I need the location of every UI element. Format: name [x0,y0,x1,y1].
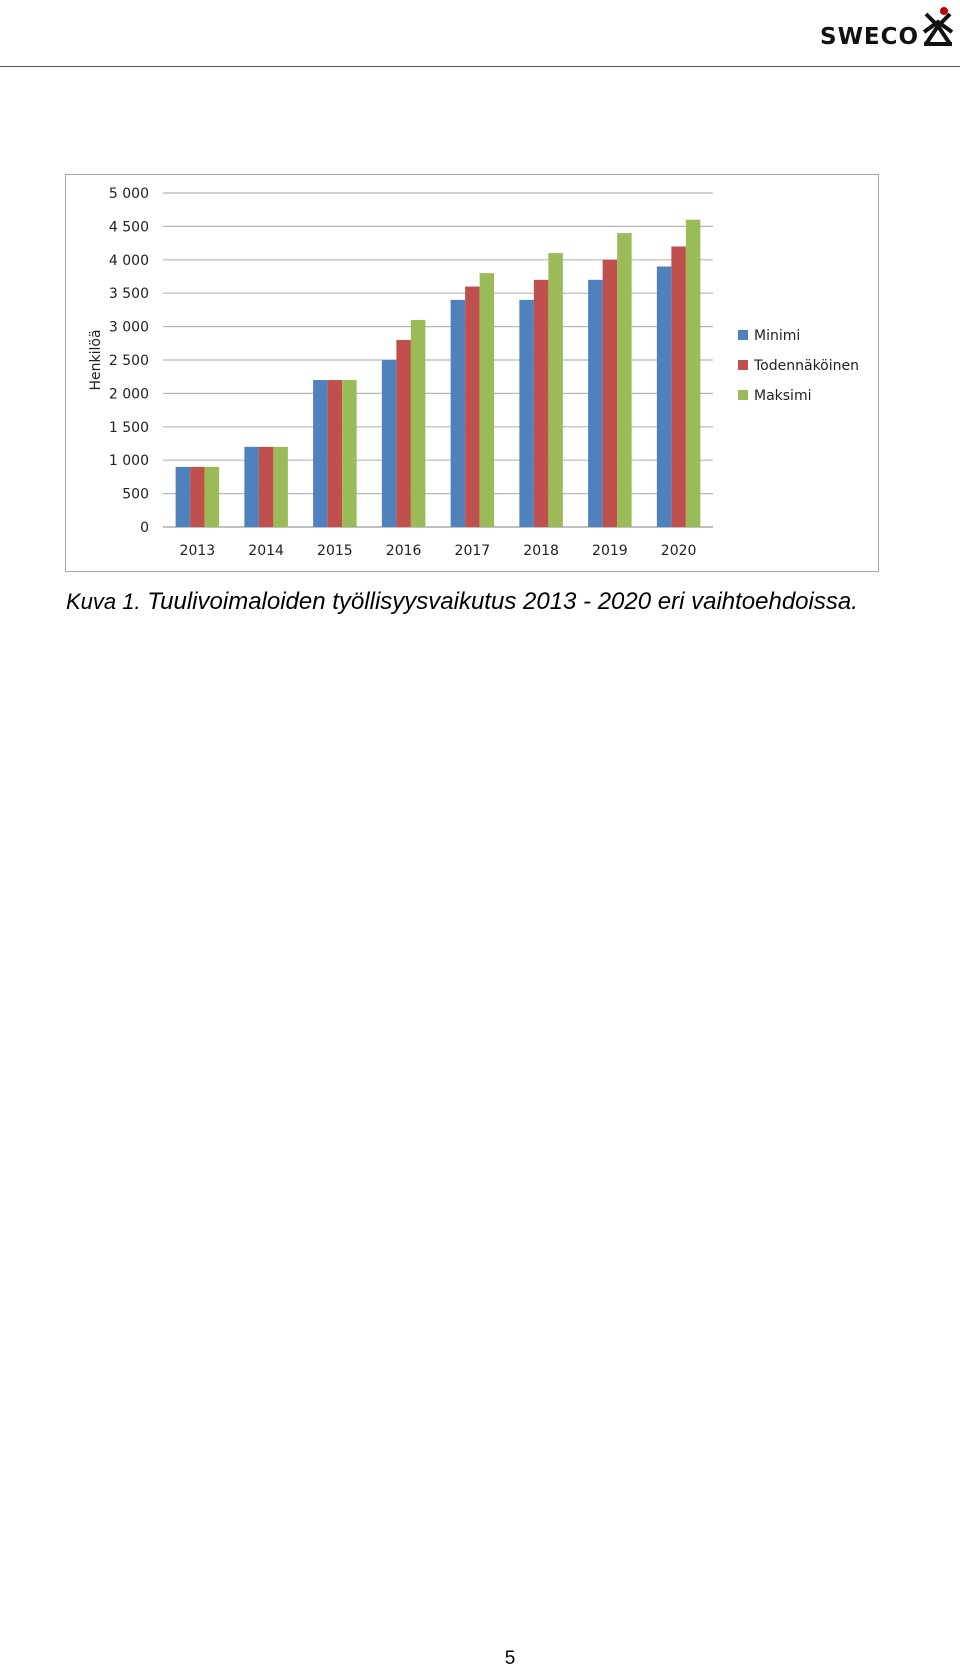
bar-todennäköinen [396,340,411,527]
x-tick-label: 2016 [385,543,422,559]
employment-bar-chart [66,175,878,571]
bar-minimi [519,300,534,527]
x-tick-label: 2019 [592,543,628,559]
y-tick-label: 4 500 [108,219,149,236]
chart-frame [65,174,879,572]
page-number: 5 [504,1648,516,1669]
header-rule [0,66,960,67]
y-tick-label: 3 000 [108,319,149,336]
logo-text: SWECO [820,24,920,50]
legend-swatch [738,360,748,370]
bar-minimi [244,447,259,527]
bar-minimi [588,280,603,527]
figure-caption [66,588,946,616]
bar-todennäköinen [603,260,618,527]
bar-maksimi [480,273,495,527]
bar-maksimi [686,220,701,527]
y-axis-label: Henkilöä [88,329,104,391]
legend-label: Maksimi [754,388,812,404]
y-tick-label: 2 000 [108,386,149,403]
y-tick-label: 500 [122,486,149,503]
bar-minimi [313,380,328,527]
y-tick-label: 4 000 [108,252,149,269]
y-tick-label: 2 500 [108,353,149,369]
y-tick-label: 5 000 [108,186,149,202]
bar-maksimi [342,380,357,527]
bar-todennäköinen [328,380,343,527]
bar-todennäköinen [671,246,686,527]
bar-maksimi [548,253,563,527]
bar-todennäköinen [465,287,480,527]
y-tick-label: 0 [140,520,149,536]
x-tick-label: 2018 [523,543,559,559]
bar-minimi [657,266,672,527]
x-tick-label: 2013 [179,543,216,559]
bar-minimi [451,300,466,527]
y-tick-label: 3 500 [108,286,149,303]
bar-maksimi [205,467,220,527]
legend-swatch [738,330,748,340]
x-tick-label: 2015 [317,543,353,559]
bar-todennäköinen [259,447,274,527]
legend-label: Todennäköinen [754,358,859,374]
x-tick-label: 2017 [454,543,491,559]
legend-label: Minimi [754,328,801,344]
y-tick-label: 1 000 [108,453,149,470]
sweco-star-icon [920,6,956,48]
sweco-logo [820,6,960,52]
x-tick-label: 2020 [660,543,697,559]
y-tick-label: 1 500 [108,419,149,436]
bar-minimi [176,467,191,527]
caption-text: Tuulivoimaloiden työllisyysvaikutus 2013 - 2020 eri vaihtoehdoissa. [140,588,858,615]
bar-maksimi [617,233,632,527]
bar-minimi [382,360,397,527]
bar-maksimi [411,320,426,527]
bar-todennäköinen [534,280,549,527]
bar-todennäköinen [190,467,205,527]
x-tick-label: 2014 [248,543,284,559]
legend-swatch [738,390,748,400]
caption-prefix: Kuva 1. [66,589,141,614]
bar-maksimi [273,447,288,527]
